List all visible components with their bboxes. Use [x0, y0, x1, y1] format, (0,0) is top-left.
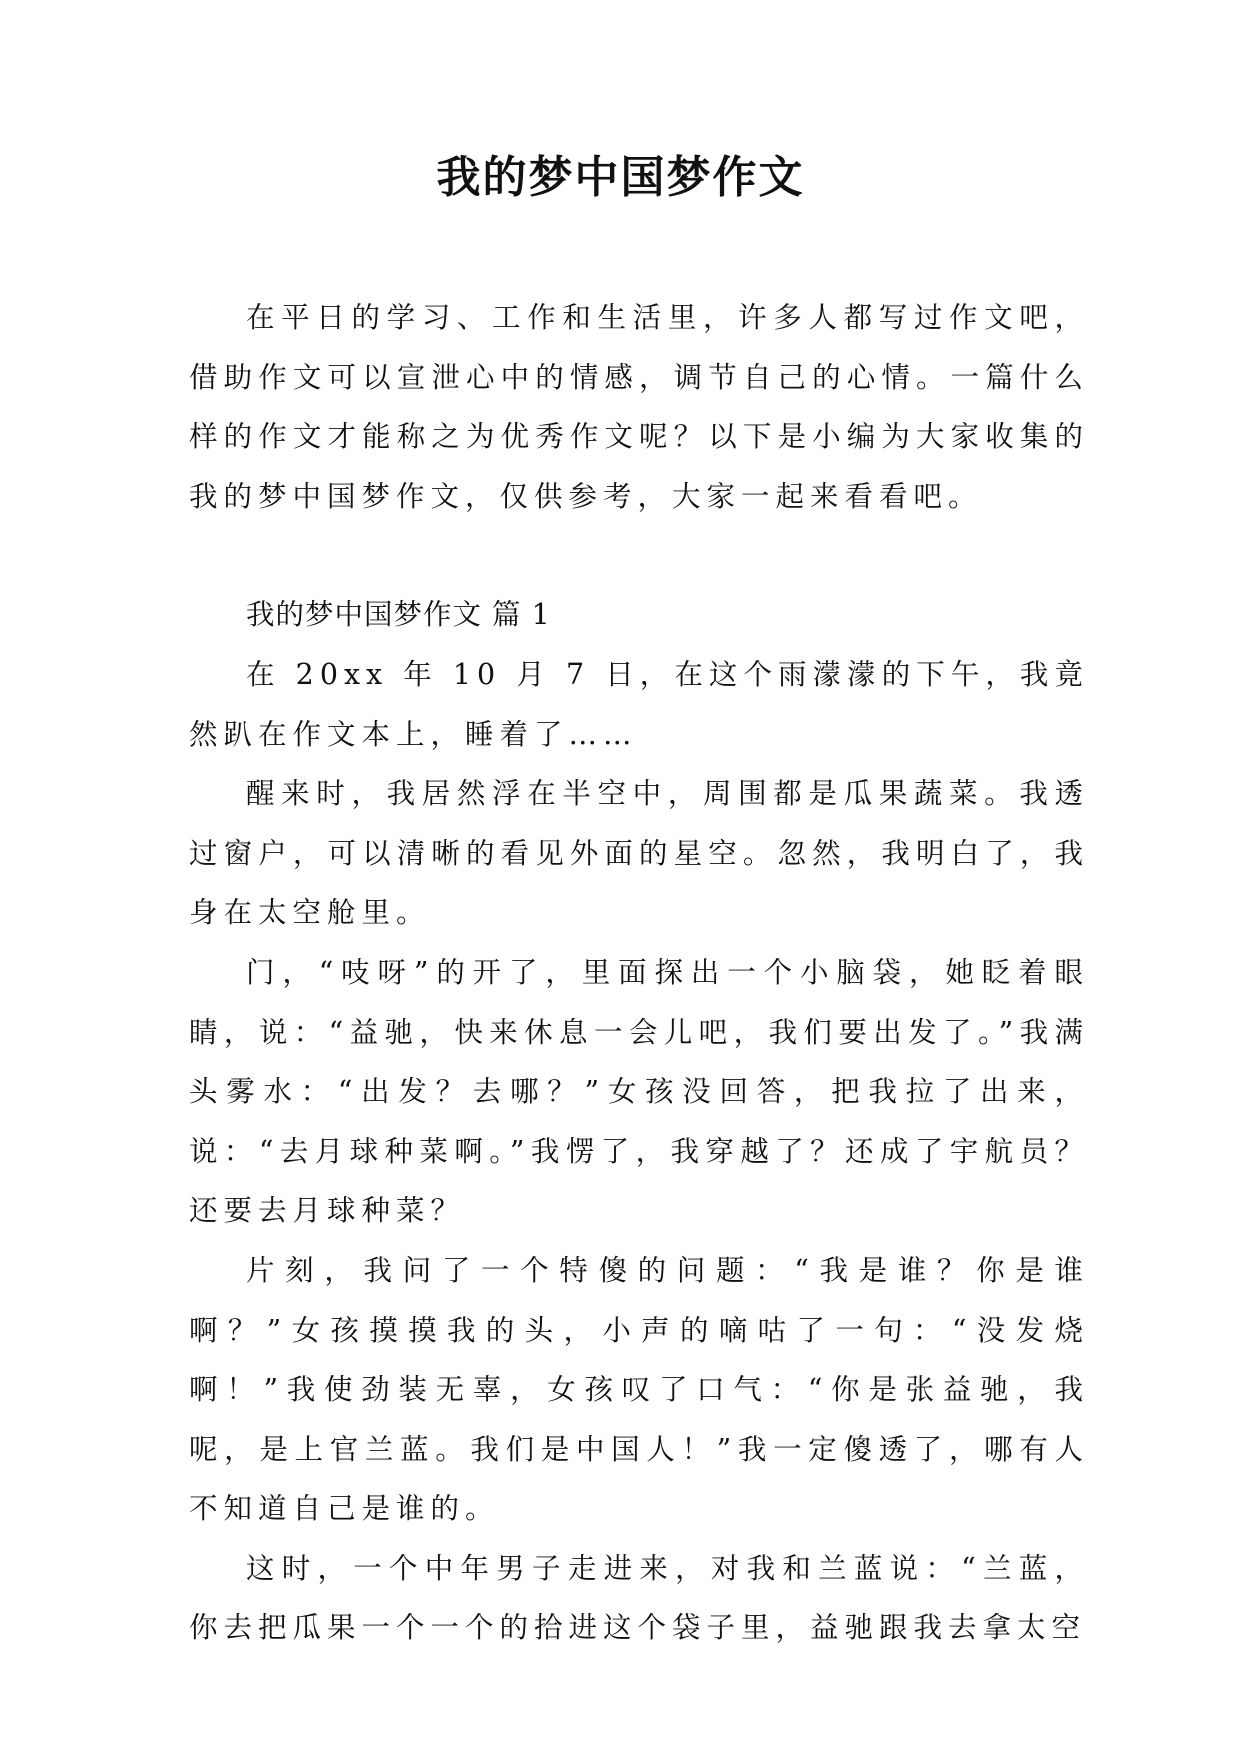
- document-title: 我的梦中国梦作文: [436, 152, 805, 203]
- body-paragraph-1: 在 20xx 年 10 月 7 日，在这个雨濛濛的下午，我竟然趴在作文本上，睡着了……: [189, 657, 1089, 751]
- body-paragraph-3: 门，“吱呀”的开了，里面探出一个小脑袋，她眨着眼睛，说：“益驰，快来休息一会儿吧，我们要出发了。”我满头雾水：“出发？去哪？”女孩没回答，把我拉了出来，说：“去月球种菜啊。”我愣了，我穿越了？还成了宇航员？还要去月球种菜？: [189, 955, 1089, 1228]
- section-heading: 我的梦中国梦作文 篇 1: [246, 598, 551, 632]
- body-paragraph-2: 醒来时，我居然浮在半空中，周围都是瓜果蔬菜。我透过窗户，可以清晰的看见外面的星空。忽然，我明白了，我身在太空舱里。: [189, 777, 1089, 930]
- body-paragraph-5: 这时，一个中年男子走进来，对我和兰蓝说：“兰蓝，你去把瓜果一个一个的拾进这个袋子里，益驰跟我去拿太空: [189, 1551, 1089, 1645]
- paragraph-gap: [189, 526, 1089, 585]
- body-paragraph-4: 片刻，我问了一个特傻的问题：“我是谁？你是谁啊？”女孩摸摸我的头，小声的嘀咕了一句：“没发烧啊！”我使劲装无辜，女孩叹了口气：“你是张益驰，我呢，是上官兰蓝。我们是中国人！”我一定傻透了，哪有人不知道自己是谁的。: [189, 1253, 1089, 1526]
- intro-paragraph: 在平日的学习、工作和生活里，许多人都写过作文吧，借助作文可以宣泄心中的情感，调节自己的心情。一篇什么样的作文才能称之为优秀作文呢？以下是小编为大家收集的我的梦中国梦作文，仅供参考，大家一起来看看吧。: [189, 301, 1089, 513]
- document-body: [189, 288, 1089, 1658]
